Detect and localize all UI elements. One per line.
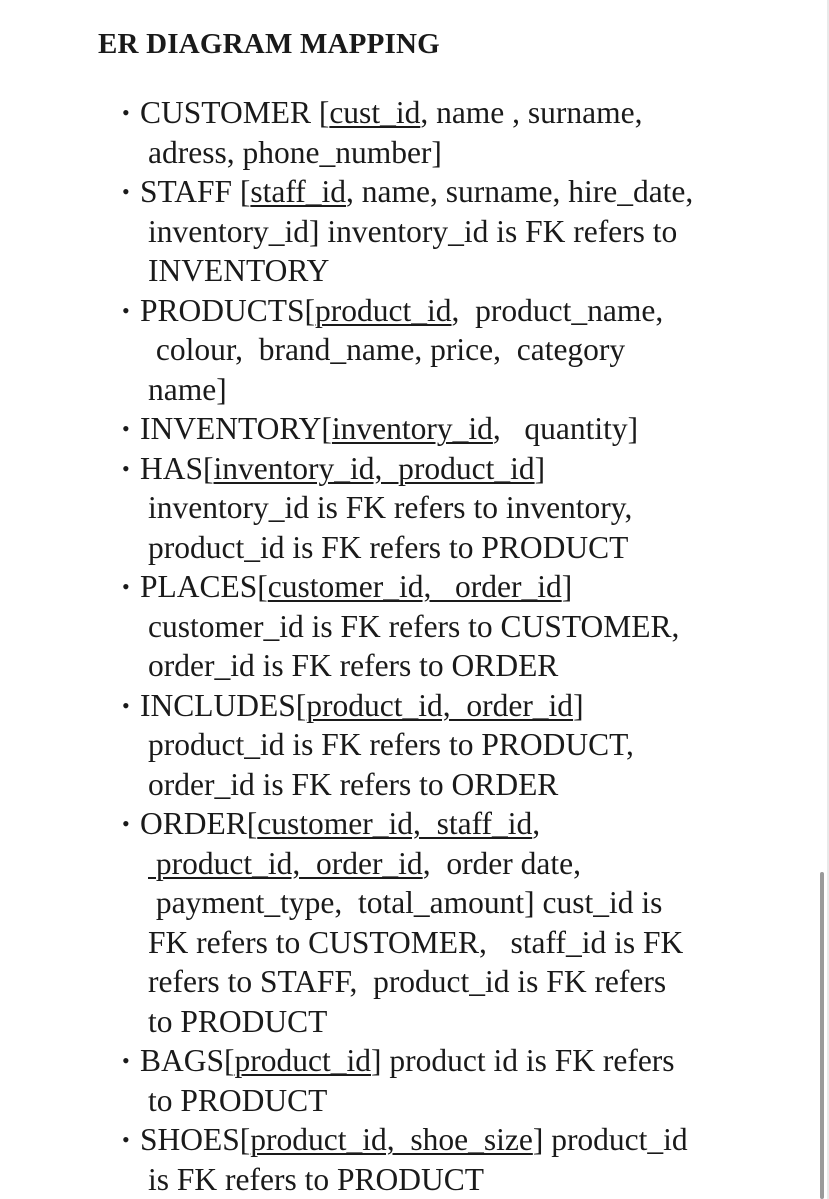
entry-text: , product_name,	[451, 292, 664, 328]
entry-text: HAS[	[140, 450, 214, 486]
bullet-icon: •	[122, 416, 130, 441]
entry-text: customer_id is FK refers to CUSTOMER,	[148, 608, 680, 644]
mapping-entry	[122, 686, 762, 805]
entry-text: name]	[148, 371, 227, 407]
mapping-entry	[122, 172, 762, 291]
entry-text: ORDER[	[140, 806, 258, 841]
entry-text: to PRODUCT	[148, 1003, 328, 1039]
key-attribute: product_id	[234, 1043, 371, 1078]
key-attribute: customer_id, staff_id	[257, 806, 533, 841]
entry-line	[140, 212, 762, 252]
entry-text: INCLUDES[	[140, 687, 307, 723]
page-title: ER DIAGRAM MAPPING	[98, 28, 440, 60]
bullet-icon: •	[122, 297, 130, 323]
bullet-icon: •	[122, 179, 130, 204]
bullet-icon: •	[122, 1048, 130, 1073]
entry-line	[140, 765, 762, 805]
key-attribute: cust_id	[329, 95, 421, 130]
entry-text: INVENTORY	[148, 253, 330, 288]
entry-text: inventory_id is FK refers to inventory,	[148, 490, 633, 525]
entry-line	[140, 1081, 762, 1121]
entry-text: payment_type, total_amount] cust_id is	[148, 885, 663, 920]
entry-line	[140, 607, 762, 647]
entry-line	[140, 567, 762, 607]
entry-line	[140, 883, 762, 923]
entry-text: order_id is FK refers to ORDER	[148, 648, 559, 683]
entry-line	[140, 686, 762, 726]
vertical-scrollbar[interactable]	[820, 872, 824, 1199]
entry-text: ]	[534, 450, 546, 486]
entry-line	[140, 488, 762, 528]
entry-line	[140, 725, 762, 765]
entry-text: ]	[573, 687, 584, 723]
mapping-entry	[122, 291, 762, 410]
entry-text: PLACES[	[140, 569, 268, 604]
bullet-icon: •	[122, 1127, 130, 1152]
entry-line	[140, 133, 762, 173]
key-attribute: product_id	[315, 292, 452, 328]
entry-text: ]	[561, 569, 573, 604]
entry-text: CUSTOMER [	[140, 95, 330, 130]
entry-line	[140, 923, 762, 963]
entry-text: inventory_id] inventory_id is FK refers to	[148, 213, 678, 249]
entry-text: , order date,	[422, 845, 581, 881]
entry-text: adress, phone_number]	[148, 134, 442, 170]
entry-text: BAGS[	[140, 1043, 235, 1078]
entry-text: to PRODUCT	[148, 1082, 328, 1118]
entry-text: INVENTORY[	[140, 411, 332, 446]
entry-line	[140, 251, 762, 291]
entry-text: refers to STAFF, product_id is FK refers	[148, 964, 667, 999]
entry-line	[140, 1120, 762, 1160]
mapping-entry	[122, 567, 762, 686]
entry-text: STAFF [	[140, 174, 251, 209]
entry-text: , quantity]	[492, 411, 639, 446]
entry-text: product_id is FK refers to PRODUCT,	[148, 727, 634, 762]
entry-line	[140, 1041, 762, 1081]
entry-text: product_id is FK refers to PRODUCT	[148, 529, 629, 565]
entry-text: SHOES[	[140, 1122, 251, 1157]
mapping-entry	[122, 1120, 762, 1199]
entry-line	[140, 370, 762, 410]
key-attribute: product_id, order_id	[148, 845, 423, 881]
mapping-entry	[122, 1041, 762, 1120]
entry-line	[140, 93, 762, 133]
entry-text: ] product_id	[532, 1122, 688, 1157]
entry-text: order_id is FK refers to ORDER	[148, 766, 559, 802]
mapping-entry	[122, 804, 762, 1041]
entry-text: , name, surname, hire_date,	[346, 174, 694, 209]
entry-text: is FK refers to PRODUCT	[148, 1161, 484, 1197]
entry-line	[140, 409, 762, 449]
entry-text: ,	[532, 806, 541, 841]
entry-line	[140, 449, 762, 489]
key-attribute: inventory_id, product_id	[213, 450, 535, 486]
entry-text: PRODUCTS[	[140, 292, 316, 328]
mapping-entry	[122, 409, 762, 449]
entry-line	[140, 1002, 762, 1042]
entry-line	[140, 844, 762, 884]
key-attribute: staff_id	[250, 174, 347, 209]
mapping-list	[122, 93, 762, 1199]
entry-text: ] product id is FK refers	[371, 1043, 675, 1078]
entry-line	[140, 804, 762, 844]
key-attribute: inventory_id	[331, 411, 493, 446]
mapping-entry	[122, 93, 762, 172]
entry-line	[140, 291, 762, 331]
bullet-icon: •	[122, 811, 130, 836]
mapping-entry	[122, 449, 762, 568]
entry-text: , name , surname,	[420, 95, 643, 130]
entry-text: FK refers to CUSTOMER, staff_id is FK	[148, 924, 684, 960]
entry-line	[140, 1160, 762, 1199]
entry-line	[140, 528, 762, 568]
bullet-icon: •	[122, 574, 130, 599]
entry-line	[140, 172, 762, 212]
bullet-icon: •	[122, 455, 130, 481]
entry-line	[140, 962, 762, 1002]
key-attribute: product_id, order_id	[306, 687, 574, 723]
bullet-icon: •	[122, 692, 130, 718]
entry-text: colour, brand_name, price, category	[148, 332, 626, 367]
bullet-icon: •	[122, 100, 130, 125]
key-attribute: customer_id, order_id	[267, 569, 562, 604]
key-attribute: product_id, shoe_size	[250, 1122, 533, 1157]
entry-line	[140, 330, 762, 370]
entry-line	[140, 646, 762, 686]
